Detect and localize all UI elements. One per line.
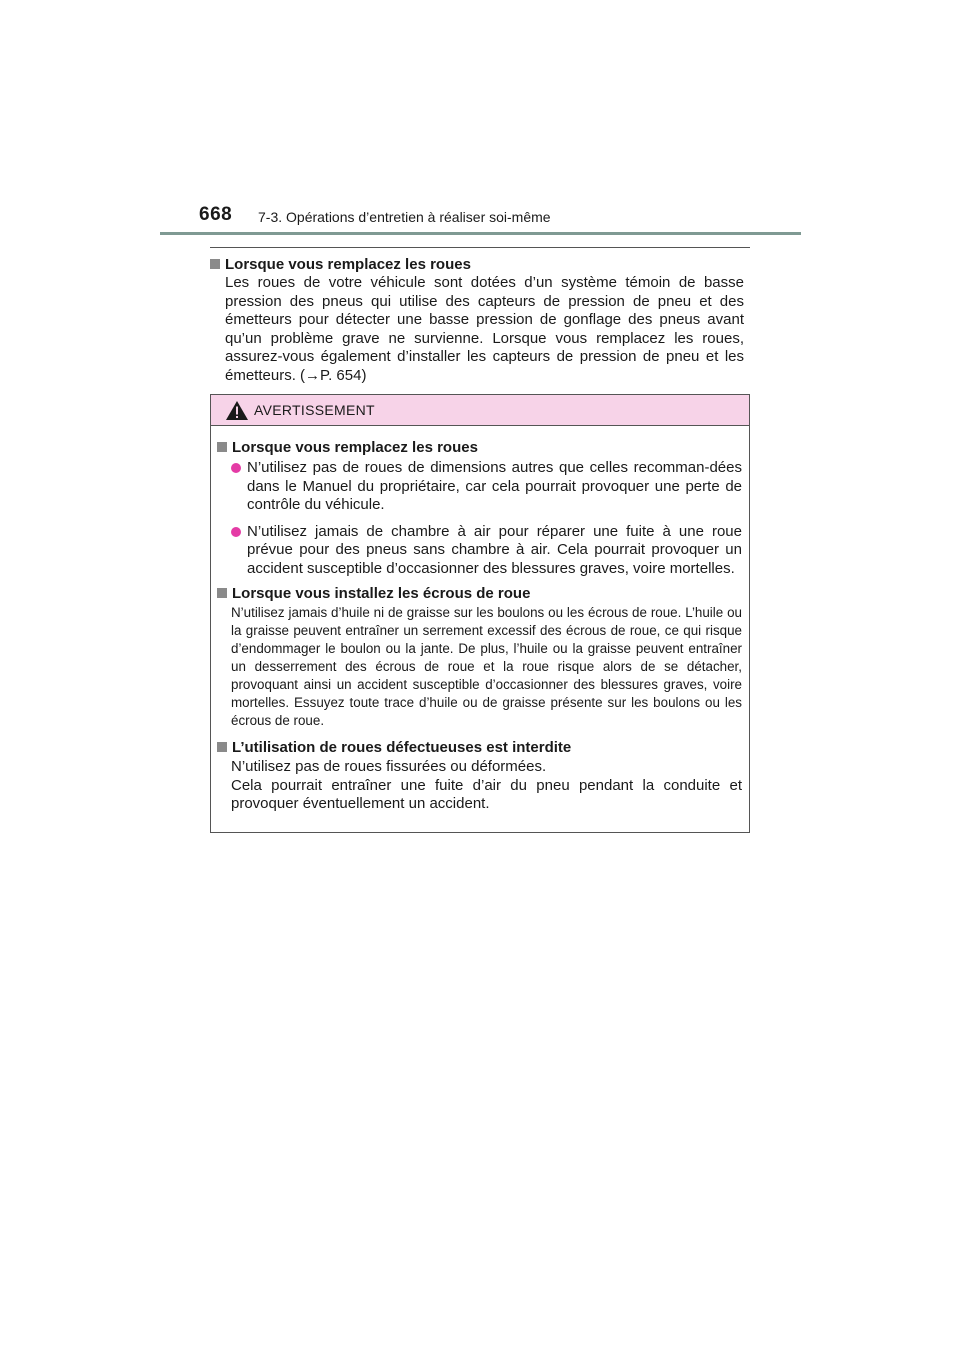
warning-body-3 (231, 758, 742, 814)
warning-triangle-icon (226, 401, 248, 420)
page-number: 668 (199, 204, 233, 225)
bullet-dot-icon (231, 463, 241, 473)
intro-section (210, 256, 744, 385)
section-body: Les roues de votre véhicule sont dotées d’un système témoin de basse pression des pneus qui utilise des capteurs de pression de pneu et des émetteurs pour détecter une basse pression de gonflage des pneus avant qu’un problème grave ne survienne. Lorsque vous remplacez les roues, assurez-vous également d’installer les capteurs de pression de pneu et les émetteurs. (→P. 654) (225, 274, 744, 384)
list-item: N’utilisez jamais de chambre à air pour réparer une fuite à une roue prévue pour des pneus sans chambre à air. Cela pourrait provoquer un accident susceptible d’occasionner des blessures graves, voire mortelles. (217, 523, 743, 579)
section-heading: Lorsque vous remplacez les roues (210, 256, 744, 274)
bullet-dot-icon (231, 527, 241, 537)
warning-heading-2: Lorsque vous installez les écrous de roue (217, 585, 743, 603)
square-marker-icon (210, 259, 220, 269)
warning-body-3-line-2: Cela pourrait entraîner une fuite d’air du pneu pendant la conduite et provoquer éventuellement un accident. (231, 776, 742, 812)
chapter-title: 7-3. Opérations d’entretien à réaliser soi-même (258, 209, 551, 225)
header-rule (160, 232, 801, 235)
warning-title: AVERTISSEMENT (254, 402, 375, 418)
warning-body-2: N’utilisez jamais d’huile ni de graisse sur les boulons ou les écrous de roue. L’huile ou la graisse peuvent entraîner un serrement excessif des écrous de roue, ce qui risque d’endommager le boulon ou la jante. De plus, l’huile ou la graisse peuvent entraîner un desserrement des écrous de roue et la roue risque alors de se détacher, provoquant ainsi un accident susceptible d’occasionner des blessures graves, voire mortelles. Essuyez toute trace d’huile ou de graisse présente sur les boulons ou les écrous de roue. (231, 605, 742, 728)
square-marker-icon (217, 442, 227, 452)
warning-box (210, 394, 750, 833)
warning-content (211, 426, 749, 814)
warning-heading-1: Lorsque vous remplacez les roues (217, 439, 743, 457)
square-marker-icon (217, 588, 227, 598)
list-item: N’utilisez pas de roues de dimensions autres que celles recomman-dées dans le Manuel du propriétaire, car cela pourrait provoquer une perte de contrôle du véhicule. (217, 459, 743, 515)
warning-header (211, 395, 749, 426)
top-rule (210, 247, 750, 248)
warning-body-3-line-1: N’utilisez pas de roues fissurées ou déformées. (231, 758, 547, 775)
square-marker-icon (217, 742, 227, 752)
warning-heading-3: L’utilisation de roues défectueuses est interdite (217, 739, 743, 757)
